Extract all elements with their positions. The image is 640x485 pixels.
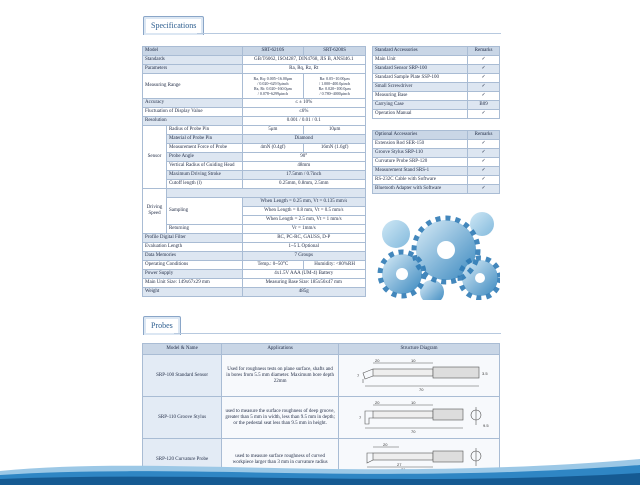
table-row: Operating Conditions Temp.: 0~50°C Humidity: <80%RH xyxy=(143,261,366,270)
table-row: Measurement Stand SRS-1 ✓ xyxy=(373,167,500,176)
table-row: Extension Rod SER-150 ✓ xyxy=(373,140,500,149)
table-row: Vertical Radius of Guiding Head 48mm xyxy=(143,162,366,171)
table-row xyxy=(143,189,366,198)
svg-text:20: 20 xyxy=(374,400,380,405)
sensor-group-label: Sensor xyxy=(143,126,167,189)
table-header-row: Optional Accessories Remarks xyxy=(373,131,500,140)
svg-text:7: 7 xyxy=(358,415,362,420)
gears-illustration xyxy=(372,204,500,300)
optional-accessories-table xyxy=(372,130,500,194)
table-row: Material of Probe Pin Diamond xyxy=(143,135,366,144)
table-row: Data Memories 7 Groups xyxy=(143,252,366,261)
table-row: Measuring Base ✓ xyxy=(373,92,500,101)
table-row: Resolution 0.001 / 0.01 / 0.1 xyxy=(143,117,366,126)
gears-image xyxy=(372,204,500,300)
table-row: Measuring Range Ra, Rq: 0.005~16.00μm / 0.020~629.9μinch Rz, Rt: 0.020~160.0μm / 0.078~6299μinch Ra: 0.05~10.00μm / 1.000~400.0μinch Rz: 0.020~100.0μm / 0.780~4000μinch xyxy=(143,74,366,99)
svg-text:10: 10 xyxy=(410,358,416,363)
svg-text:10: 10 xyxy=(410,400,416,405)
standard-accessories-table xyxy=(372,46,500,119)
structure-diagram xyxy=(338,397,499,439)
table-row: Power Supply 4x1.5V AAA (UM-4) Battery xyxy=(143,270,366,279)
table-row: Fluctuation of Display Value ≤6% xyxy=(143,108,366,117)
svg-text:3.5: 3.5 xyxy=(481,371,488,376)
table-row: Cutoff length (l) 0.25mm, 0.8mm, 2.5mm xyxy=(143,180,366,189)
table-row: Standard Sensor SRP-100 ✓ xyxy=(373,65,500,74)
svg-text:7: 7 xyxy=(356,373,360,378)
table-row: Parameters Ra, Rq, Rz, Rt xyxy=(143,65,366,74)
table-row: RS-232C Cable with Software ✓ xyxy=(373,176,500,185)
table-row: Standards GB/T6062, ISO4287, DIN4768, JIS B, ANSI46.1 xyxy=(143,56,366,65)
table-row: Groove Stylus SRP-110 ✓ xyxy=(373,149,500,158)
specifications-table xyxy=(142,46,366,297)
table-row: Carrying Case B09 xyxy=(373,101,500,110)
header-srt6200s: SRT-6200S xyxy=(304,47,366,56)
table-row: Measurement Force of Probe 4mN (0.4gf) 16mN (1.6gf) xyxy=(143,144,366,153)
svg-text:70: 70 xyxy=(418,387,424,392)
table-row: Probe Angle 90° xyxy=(143,153,366,162)
table-row: Sampling When Length = 0.25 mm, Vt = 0.135 mm/s xyxy=(143,198,366,207)
probe-diagram-srp110 xyxy=(339,397,499,435)
probe-diagram-srp100 xyxy=(339,355,499,393)
header-srt6210s: SRT-6210S xyxy=(242,47,304,56)
svg-text:9.5: 9.5 xyxy=(482,423,489,428)
driving-speed-label: Driving Speed xyxy=(143,189,167,234)
svg-text:20: 20 xyxy=(382,442,388,447)
table-row: Main Unit Size: 149x67x29 mm Measuring Base Size: 185x56x47 mm xyxy=(143,279,366,288)
table-row: Evaluation Length 1~5 L Optional xyxy=(143,243,366,252)
svg-text:27: 27 xyxy=(396,462,402,467)
structure-diagram xyxy=(338,355,499,397)
table-row: Operation Manual ✓ xyxy=(373,110,500,119)
footer-wave-decoration xyxy=(0,445,640,485)
table-row: Returning Vr = 1mm/s xyxy=(143,225,366,234)
table-row: When Length = 0.8 mm, Vt = 0.5 mm/s xyxy=(143,207,366,216)
table-row: Small Screwdriver ✓ xyxy=(373,83,500,92)
table-row: SRP-110 Groove Stylus used to measure the surface roughness of deep groove, greater than 5 mm in width, less than 9.5 mm in depth; or the pedestal seat less than 9.5 mm in height. 20 7 10 70 9.5 xyxy=(143,397,500,439)
header-model: Model xyxy=(143,47,243,56)
table-row: Bluetooth Adapter with Software ✓ xyxy=(373,185,500,194)
table-row: Curvature Probe SRP-120 ✓ xyxy=(373,158,500,167)
section-title-specifications: Specifications xyxy=(143,16,204,35)
table-row: Profile Digital Filter RC, PC-RC, GAUSS, D-P xyxy=(143,234,366,243)
section-divider xyxy=(197,33,501,34)
table-row: Standard Sample Plate SSP-100 ✓ xyxy=(373,74,500,83)
table-header-row xyxy=(143,47,366,56)
svg-text:20: 20 xyxy=(374,358,380,363)
table-row: Maximum Driving Stroke 17.5mm / 0.7inch xyxy=(143,171,366,180)
table-row: SRP-120 Curvature Probe used to measure surface roughness of curved workpiece larger than 3 mm in curvature radius 20 27 xyxy=(143,439,500,481)
table-row: Sensor Radius of Probe Pin 5μm 10μm xyxy=(143,126,366,135)
table-row: When Length = 2.5 mm, Vt = 1 mm/s xyxy=(143,216,366,225)
table-row: SRP-100 Standard Sensor Used for roughness tests on plane surface, shafts and in bores from 5.5 mm diameter. Maximum bore depth 22mm 20 7 10 70 3.5 xyxy=(143,355,500,397)
table-row: Main Unit ✓ xyxy=(373,56,500,65)
table-row: Weight 485g xyxy=(143,288,366,297)
table-row: Accuracy ≤ ± 10% xyxy=(143,99,366,108)
section-divider xyxy=(174,333,501,334)
table-header-row: Model & Name Applications Structure Diagram xyxy=(143,344,500,355)
table-header-row: Standard Accessories Remarks xyxy=(373,47,500,56)
svg-text:70: 70 xyxy=(410,429,416,434)
section-title-probes: Probes xyxy=(143,316,181,335)
